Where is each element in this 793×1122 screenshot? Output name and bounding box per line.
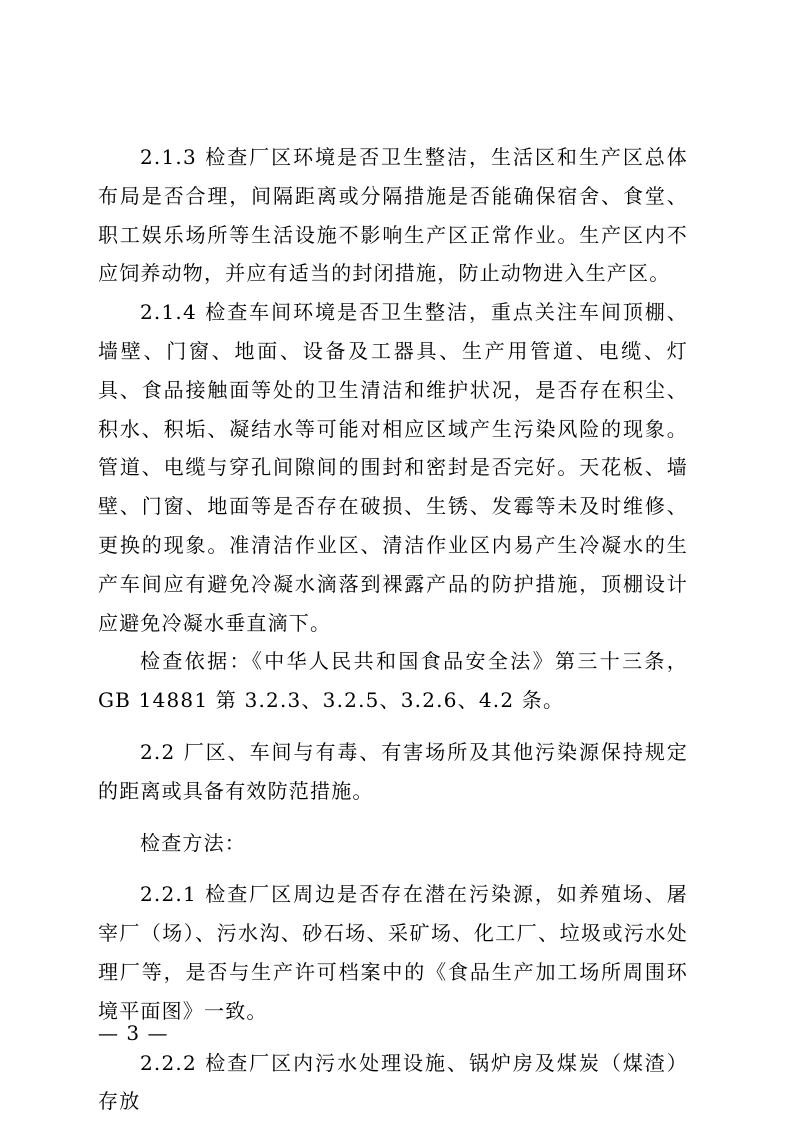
inspection-method-label: 检查方法： bbox=[140, 830, 246, 855]
paragraph-2-1-4: 2.1.4 检查车间环境是否卫生整洁，重点关注车间顶棚、墙壁、门窗、地面、设备及工器具、生产用管道、电缆、灯具、食品接触面等处的卫生清洁和维护状况，是否存在积尘、积水、积垢、凝结水等可能对相应区域产生污染风险的现象。管道、电缆与穿孔间隙间的围封和密封是否完好。天花板、墙壁、门窗、地面等是否存在破损、生锈、发霉等未及时维修、更换的现象。准清洁作业区、清洁作业区内易产生冷凝水的生产车间应有避免冷凝水滴落到裸露产品的防护措施，顶棚设计应避免冷凝水垂直滴下。 bbox=[98, 300, 688, 635]
section-heading-2-2: 2.2 厂区、车间与有毒、有害场所及其他污染源保持规定的距离或具备有效防范措施。 bbox=[98, 739, 688, 803]
paragraph-2-2-1: 2.2.1 检查厂区周边是否存在潜在污染源，如养殖场、屠宰厂（场）、污水沟、砂石场、采矿场、化工厂、垃圾或污水处理厂等，是否与生产许可档案中的《食品生产加工场所周围环境平面图》一致。 bbox=[98, 882, 688, 1023]
paragraph-2-2-2: 2.2.2 检查厂区内污水处理设施、锅炉房及煤炭（煤渣）存放 bbox=[98, 1050, 688, 1114]
page-number: — 3 — bbox=[98, 1021, 169, 1045]
inspection-basis: 检查依据：《中华人民共和国食品安全法》第三十三条，GB 14881 第 3.2.3、3.2.5、3.2.6、4.2 条。 bbox=[98, 649, 688, 713]
paragraph-2-1-3: 2.1.3 检查厂区环境是否卫生整洁，生活区和生产区总体布局是否合理，间隔距离或分隔措施是否能确保宿舍、食堂、职工娱乐场所等生活设施不影响生产区正常作业。生产区内不应饲养动物，并应有适当的封闭措施，防止动物进入生产区。 bbox=[98, 145, 688, 286]
document-body bbox=[98, 138, 688, 1121]
